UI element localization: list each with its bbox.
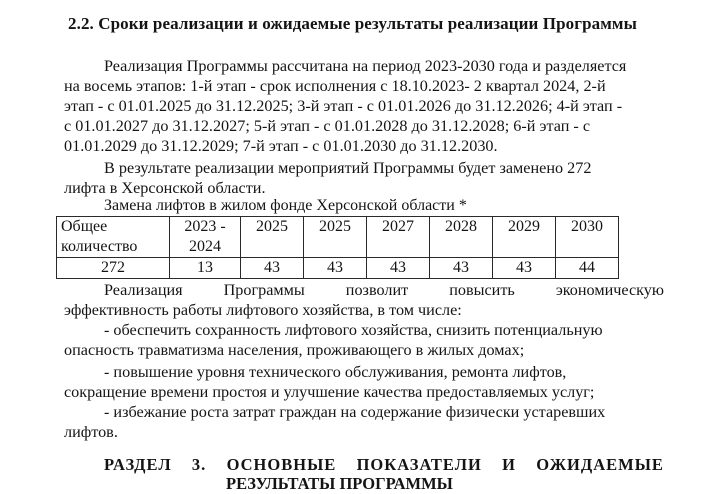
header-cell-year: 2025 (241, 217, 304, 258)
word: повысить (449, 281, 515, 299)
paragraph-line: Реализация Программы рассчитана на период 2023-2030 года и разделяется (104, 57, 627, 75)
paragraph-line: В результате реализации мероприятий Программы будет заменено 272 (104, 159, 592, 177)
paragraph-line: этап - с 01.01.2025 до 31.12.2025; 3-й этап - с 01.01.2026 до 31.12.2026; 4-й этап - (64, 97, 623, 115)
word: И (502, 455, 516, 474)
list-item: - повышение уровня технического обслуживания, ремонта лифтов, (104, 363, 567, 381)
word: ОСНОВНЫЕ (226, 455, 337, 474)
lift-replacement-table (56, 216, 619, 279)
paragraph-line: на восемь этапов: 1-й этап - срок исполнения с 18.10.2023- 2 квартал 2024, 2-й (64, 77, 606, 95)
header-cell-year: 2027 (367, 217, 430, 258)
value-cell: 43 (430, 258, 493, 279)
cut-text: РЕЗУЛЬТАТЫ ПРОГРАММЫ (226, 474, 453, 493)
paragraph-line: лифта в Херсонской области. (64, 179, 266, 197)
value-cell: 43 (304, 258, 367, 279)
value-cell: 43 (367, 258, 430, 279)
paragraph-line: лифтов. (64, 423, 118, 441)
table-caption: Замена лифтов в жилом фонде Херсонской области * (104, 197, 467, 214)
word: Реализация (104, 281, 183, 299)
word: ОЖИДАЕМЫЕ (536, 455, 664, 474)
word: экономическую (555, 281, 664, 299)
word: РАЗДЕЛ (104, 455, 172, 474)
table-header-row (57, 217, 619, 258)
value-cell: 272 (57, 258, 170, 279)
header-cell-year: 2023 - 2024 (170, 217, 241, 258)
value-cell: 44 (556, 258, 619, 279)
table-row (57, 258, 619, 279)
value-cell: 13 (170, 258, 241, 279)
header-cell-year: 2028 (430, 217, 493, 258)
word: Программы (223, 281, 305, 299)
header-cell-year: 2025 (304, 217, 367, 258)
word: ПОКАЗАТЕЛИ (356, 455, 482, 474)
value-cell: 43 (241, 258, 304, 279)
paragraph-line: 01.01.2029 до 31.12.2029; 7-й этап - с 01.01.2030 до 31.12.2030. (64, 137, 498, 155)
header-cell-year: 2029 (493, 217, 556, 258)
paragraph-line: с 01.01.2027 до 31.12.2027; 5-й этап - с 01.01.2028 до 31.12.2028; 6-й этап - с (64, 117, 591, 135)
list-item: - обеспечить сохранность лифтового хозяйства, снизить потенциальную (104, 321, 603, 339)
chapter-heading-cut-line (226, 474, 453, 493)
chapter-heading (104, 455, 664, 475)
word: позволит (345, 281, 409, 299)
paragraph-line-justified (104, 280, 664, 300)
list-item: - избежание роста затрат граждан на содержание физически устаревших (104, 403, 606, 421)
word: 3. (191, 455, 207, 474)
paragraph-line: эффективность работы лифтового хозяйства, в том числе: (64, 301, 462, 319)
value-cell: 43 (493, 258, 556, 279)
header-cell-total: Общее количество (57, 217, 170, 258)
paragraph-line: опасность травматизма населения, проживающего в жилых домах; (64, 341, 525, 359)
header-cell-year: 2030 (556, 217, 619, 258)
section-heading: 2.2. Сроки реализации и ожидаемые результаты реализации Программы (68, 14, 637, 33)
paragraph-line: сокращение времени простоя и улучшение качества предоставляемых услуг; (64, 383, 595, 401)
